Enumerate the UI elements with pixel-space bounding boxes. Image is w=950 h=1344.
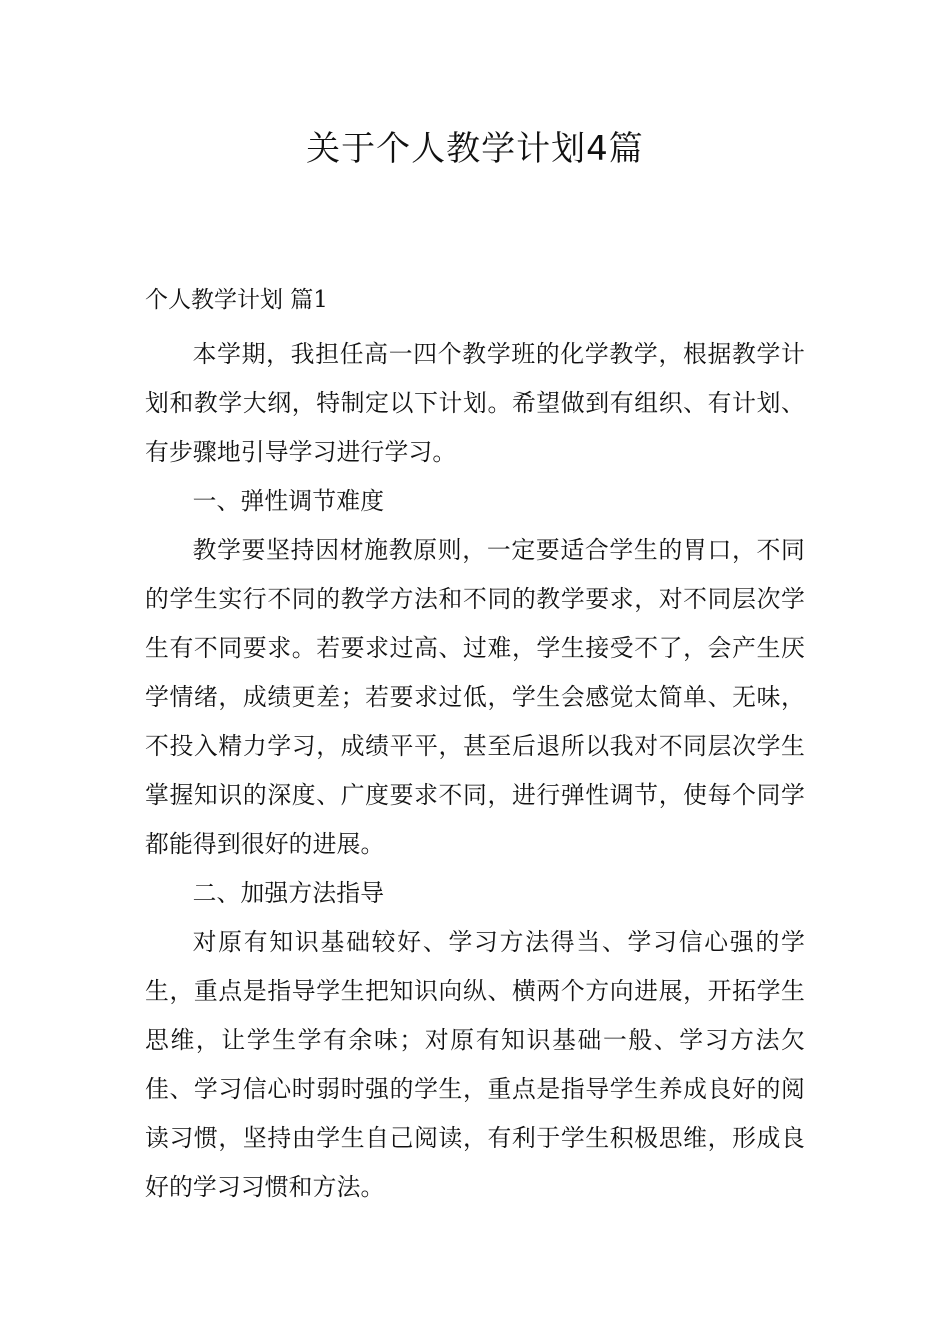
section-heading: 个人教学计划 篇1 [145, 287, 328, 313]
document-body [145, 330, 805, 1212]
body-paragraph-method-guidance: 对原有知识基础较好、学习方法得当、学习信心强的学生，重点是指导学生把知识向纵、横两个方向进展，开拓学生思维，让学生学有余味；对原有知识基础一般、学习方法欠佳、学习信心时弱时强的学生，重点是指导学生养成良好的阅读习惯，坚持由学生自己阅读，有利于学生积极思维，形成良好的学习习惯和方法。 [145, 928, 805, 1201]
subheading-elastic-difficulty: 一、弹性调节难度 [192, 487, 385, 515]
body-paragraph-elastic-difficulty: 教学要坚持因材施教原则，一定要适合学生的胃口，不同的学生实行不同的教学方法和不同的教学要求，对不同层次学生有不同要求。若要求过高、过难，学生接受不了，会产生厌学情绪，成绩更差；若要求过低，学生会感觉太简单、无味，不投入精力学习，成绩平平，甚至后退所以我对不同层次学生掌握知识的深度、广度要求不同，进行弹性调节，使每个同学都能得到很好的进展。 [145, 536, 805, 858]
intro-paragraph: 本学期，我担任高一四个教学班的化学教学，根据教学计划和教学大纲，特制定以下计划。希望做到有组织、有计划、有步骤地引导学习进行学习。 [145, 340, 805, 466]
document-title: 关于个人教学计划4篇 [306, 129, 644, 169]
subheading-method-guidance: 二、加强方法指导 [192, 879, 385, 907]
